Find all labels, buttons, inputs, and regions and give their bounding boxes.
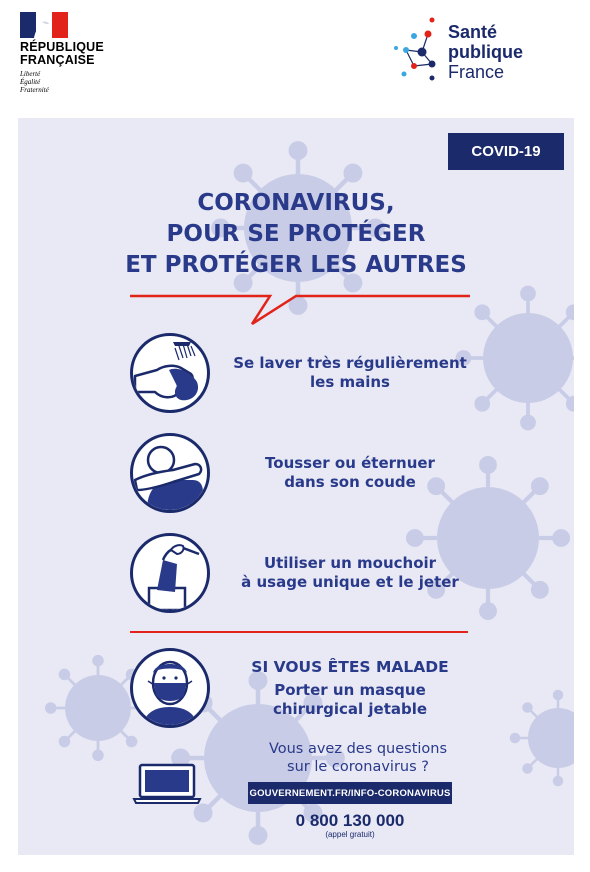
gesture-3-line1: Utiliser un mouchoir <box>263 554 437 572</box>
tissue-icon <box>130 533 210 613</box>
speech-bubble-divider <box>130 288 470 328</box>
sick-line1: Porter un masque <box>274 680 426 699</box>
sick-row <box>130 648 470 728</box>
spf-line3: France <box>448 62 505 82</box>
gesture-3-line2: à usage unique et le jeter <box>241 573 459 591</box>
rf-title-line1: RÉPUBLIQUE <box>20 40 104 54</box>
hand-washing-icon <box>130 333 210 413</box>
contact-question <box>238 740 478 776</box>
poster-headline <box>18 188 574 281</box>
spf-dots-icon <box>392 14 448 94</box>
sick-title: SI VOUS ÊTES MALADE <box>251 657 449 676</box>
gesture-1-line1: Se laver très régulièrement <box>233 354 467 372</box>
phone-note: (appel gratuit) <box>325 830 375 839</box>
gesture-row-cough-elbow <box>130 433 470 513</box>
republique-francaise-logo <box>20 12 140 94</box>
covid-badge: COVID-19 <box>448 133 564 170</box>
face-mask-icon <box>130 648 210 728</box>
phone-number[interactable]: 0 800 130 000 <box>295 811 405 830</box>
gesture-row-tissue <box>130 533 470 613</box>
question-line1: Vous avez des questions <box>268 741 448 757</box>
red-divider <box>130 631 468 633</box>
rf-motto-liberte: Liberté <box>20 70 41 78</box>
headline-line3: ET PROTÉGER LES AUTRES <box>125 252 467 278</box>
sick-line2: chirurgical jetable <box>272 699 428 718</box>
headline-line1: CORONAVIRUS, <box>197 190 395 216</box>
gesture-1-line2: les mains <box>310 373 390 391</box>
gesture-row-wash-hands <box>130 333 470 413</box>
rf-title-line2: FRANÇAISE <box>20 53 95 67</box>
cough-elbow-icon <box>130 433 210 513</box>
spf-line1: Santé <box>448 22 498 42</box>
headline-line2: POUR SE PROTÉGER <box>166 221 426 247</box>
gesture-2-line2: dans son coude <box>284 473 416 491</box>
laptop-icon <box>132 763 202 805</box>
spf-line2: publique <box>448 42 523 62</box>
marianne-flag-icon <box>20 12 68 38</box>
question-line2: sur le coronavirus ? <box>287 759 429 775</box>
sante-publique-france-logo <box>392 14 542 94</box>
info-url-link[interactable]: GOUVERNEMENT.FR/INFO-CORONAVIRUS <box>248 782 452 804</box>
gesture-2-line1: Tousser ou éternuer <box>265 454 435 472</box>
rf-motto-fraternite: Fraternité <box>20 86 49 94</box>
rf-motto-egalite: Égalité <box>20 78 41 86</box>
covid-poster <box>18 118 574 855</box>
